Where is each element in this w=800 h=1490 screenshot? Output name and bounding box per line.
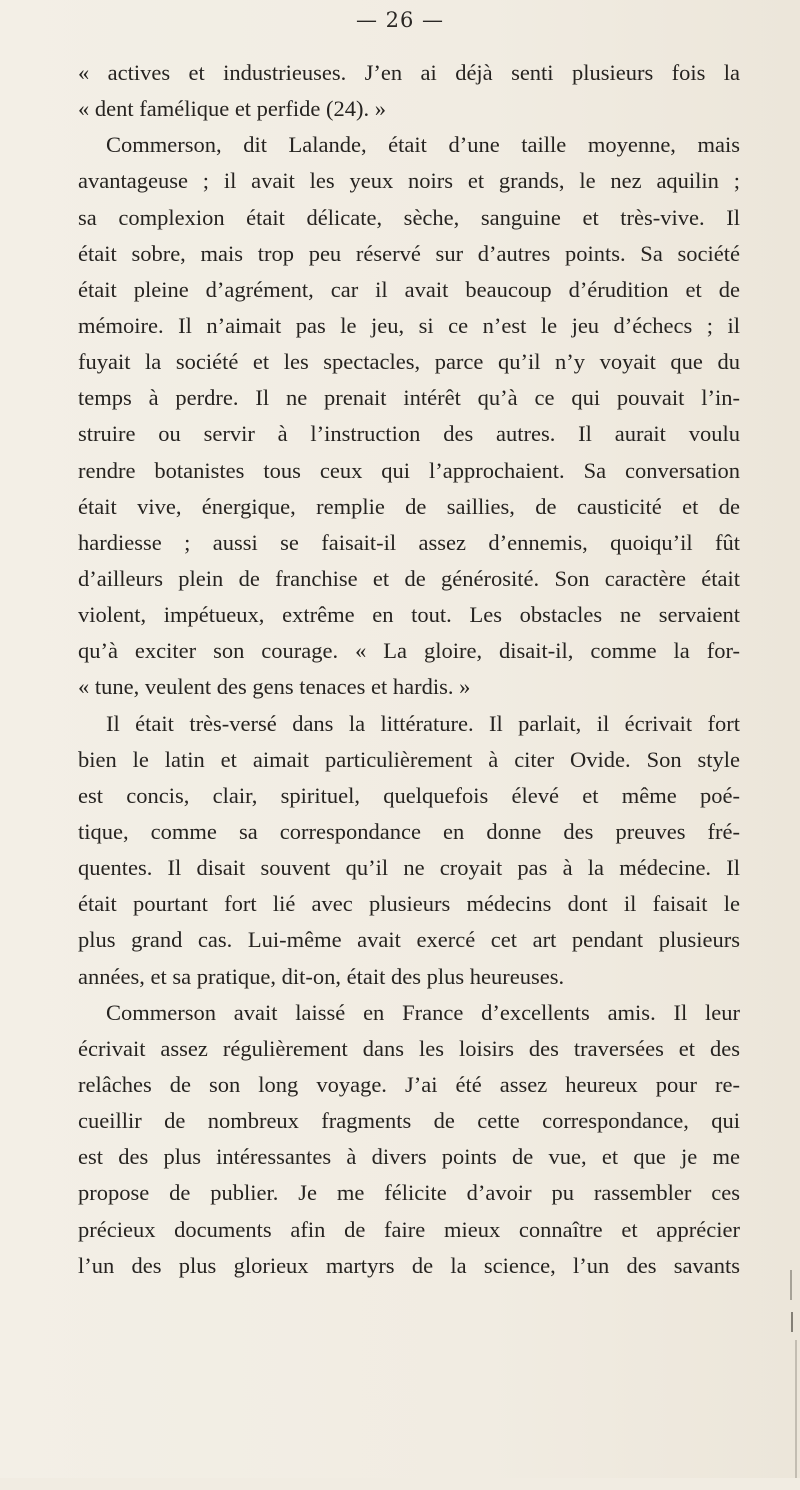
text-line: écrivait assez régulièrement dans les loisirs des traversées et des (78, 1035, 740, 1061)
text-line: Il était très-versé dans la littérature. Il parlait, il écrivait fort (106, 710, 740, 736)
text-line: précieux documents afin de faire mieux connaître et apprécier (78, 1216, 740, 1242)
text-line: hardiesse ; aussi se faisait-il assez d’ennemis, quoiqu’il fût (78, 529, 740, 555)
text-line: « actives et industrieuses. J’en ai déjà senti plusieurs fois la (78, 60, 740, 85)
text-line: violent, impétueux, extrême en tout. Les obstacles ne servaient (78, 602, 740, 628)
page-number: — 26 — (355, 8, 445, 32)
text-line: struire ou servir à l’instruction des autres. Il aurait voulu (78, 421, 740, 447)
text-line: relâches de son long voyage. J’ai été assez heureux pour re- (78, 1071, 740, 1097)
text-line: était sobre, mais trop peu réservé sur d’autres points. Sa société (78, 240, 740, 266)
text-line: bien le latin et aimait particulièrement à citer Ovide. Son style (78, 746, 740, 772)
text-line: rendre botanistes tous ceux qui l’approchaient. Sa conversation (78, 457, 740, 483)
text-line: Commerson, dit Lalande, était d’une taille moyenne, mais (106, 132, 740, 158)
text-line: fuyait la société et les spectacles, parce qu’il n’y voyait que du (78, 349, 740, 375)
text-line: sa complexion était délicate, sèche, sanguine et très-vive. Il (78, 204, 740, 230)
text-line: quentes. Il disait souvent qu’il ne croyait pas à la médecine. Il (78, 855, 740, 881)
text-line: qu’à exciter son courage. « La gloire, disait-il, comme la for- (78, 638, 740, 664)
text-line: « tune, veulent des gens tenaces et hardis. » (78, 674, 471, 700)
text-line: temps à perdre. Il ne prenait intérêt qu’à ce qui pouvait l’in- (78, 385, 740, 411)
text-line: plus grand cas. Lui-même avait exercé cet art pendant plusieurs (78, 927, 740, 953)
text-line: années, et sa pratique, dit-on, était des plus heureuses. (78, 963, 565, 989)
text-line: propose de publier. Je me félicite d’avoir pu rassembler ces (78, 1180, 740, 1206)
text-line: est des plus intéressantes à divers points de vue, et que je me (78, 1144, 740, 1170)
text-line: était pleine d’agrément, car il avait beaucoup d’érudition et de (78, 276, 740, 302)
text-line: était vive, énergique, remplie de saillies, de causticité et de (78, 493, 740, 519)
text-line: avantageuse ; il avait les yeux noirs et grands, le nez aquilin ; (78, 168, 740, 194)
text-line: d’ailleurs plein de franchise et de générosité. Son caractère était (78, 565, 740, 591)
text-line: est concis, clair, spirituel, quelquefois élevé et même poé- (78, 782, 740, 808)
scan-edge-marks (770, 1270, 800, 1490)
text-line: tique, comme sa correspondance en donne des preuves fré- (78, 818, 740, 844)
text-line: Commerson avait laissé en France d’excellents amis. Il leur (106, 999, 740, 1025)
body-text (78, 55, 740, 1284)
text-line: cueillir de nombreux fragments de cette correspondance, qui (78, 1108, 740, 1134)
text-line: était pourtant fort lié avec plusieurs médecins dont il faisait le (78, 891, 740, 917)
text-line: « dent famélique et perfide (24). » (78, 96, 387, 122)
text-line: mémoire. Il n’aimait pas le jeu, si ce n’est le jeu d’échecs ; il (78, 312, 740, 338)
text-line: l’un des plus glorieux martyrs de la science, l’un des savants (78, 1252, 740, 1278)
